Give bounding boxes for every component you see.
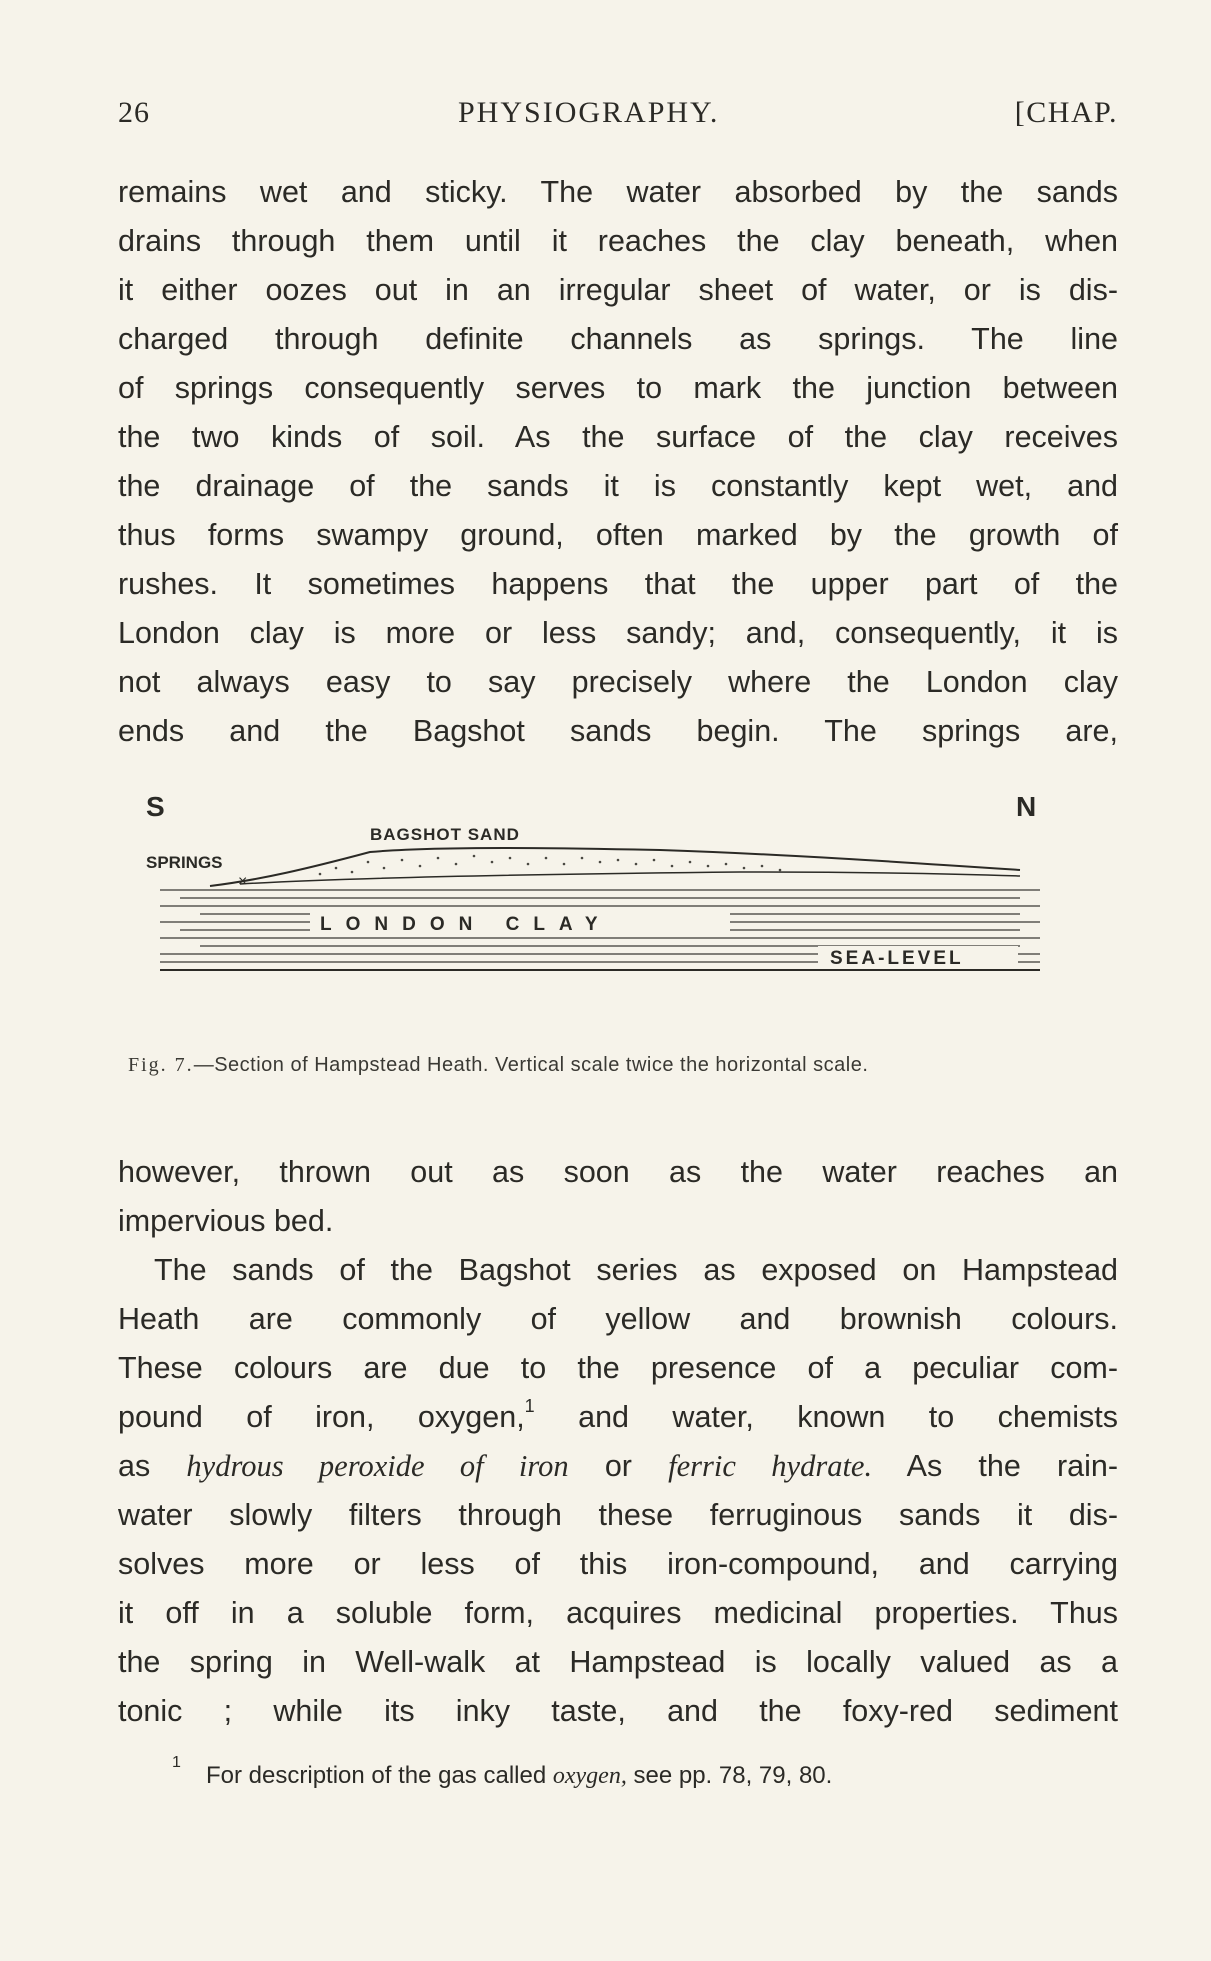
text-run: as bbox=[118, 1449, 187, 1483]
text-line: These colours are due to the presence of a peculiar com- bbox=[118, 1351, 1118, 1385]
geological-section-figure bbox=[140, 788, 1100, 1008]
footnote-reference: 1 bbox=[524, 1395, 535, 1416]
caption-text: —Section of Hampstead Heath. Vertical scale twice the horizontal scale. bbox=[193, 1054, 869, 1076]
text-run: or bbox=[568, 1449, 669, 1483]
text-run: As the rain- bbox=[872, 1449, 1119, 1483]
text-line: the two kinds of soil. As the surface of the clay receives bbox=[118, 420, 1118, 454]
italic-term: oxygen, bbox=[552, 1763, 627, 1789]
london-clay-label: LONDON CLAY bbox=[320, 914, 612, 935]
figure-number: Fig. 7. bbox=[128, 1054, 194, 1076]
text-line: the spring in Well-walk at Hampstead is locally valued as a bbox=[118, 1645, 1118, 1679]
spring-marker-icon: × bbox=[238, 873, 248, 890]
text-line: remains wet and sticky. The water absorbed by the sands bbox=[118, 175, 1118, 209]
text-line: water slowly filters through these ferruginous sands it dis- bbox=[118, 1498, 1118, 1532]
footnote-text bbox=[176, 1762, 832, 1789]
text-line: tonic ; while its inky taste, and the foxy-red sediment bbox=[118, 1694, 1118, 1728]
page-number: 26 bbox=[118, 96, 150, 129]
text-line: thus forms swampy ground, often marked by the growth of bbox=[118, 518, 1118, 552]
chapter-marker: [CHAP. bbox=[1014, 96, 1118, 129]
text-line: The sands of the Bagshot series as exposed on Hampstead bbox=[154, 1253, 1118, 1287]
north-label: N bbox=[1016, 791, 1037, 822]
running-header bbox=[118, 96, 1118, 136]
text-line bbox=[118, 1442, 1118, 1491]
springs-label: SPRINGS bbox=[146, 853, 223, 872]
text-line: it off in a soluble form, acquires medicinal properties. Thus bbox=[118, 1596, 1118, 1630]
text-line: drains through them until it reaches the clay beneath, when bbox=[118, 224, 1118, 258]
text-line: charged through definite channels as springs. The line bbox=[118, 322, 1118, 356]
paragraph-top bbox=[118, 168, 1118, 756]
text-line: London clay is more or less sandy; and, consequently, it is bbox=[118, 616, 1118, 650]
running-title: PHYSIOGRAPHY. bbox=[458, 96, 720, 129]
text-line: the drainage of the sands it is constantly kept wet, and bbox=[118, 469, 1118, 503]
text-line: rushes. It sometimes happens that the upper part of the bbox=[118, 567, 1118, 601]
south-label: S bbox=[146, 791, 165, 822]
text-line: impervious bed. bbox=[118, 1204, 334, 1238]
section-diagram bbox=[140, 788, 1100, 1008]
italic-term: ferric hydrate. bbox=[668, 1449, 873, 1483]
paragraph-bottom bbox=[118, 1148, 1118, 1736]
sand-clay-junction bbox=[240, 872, 1020, 884]
italic-term: hydrous peroxide of iron bbox=[186, 1449, 569, 1483]
text-run: pound of iron, oxygen, bbox=[118, 1400, 525, 1434]
sea-level-label: SEA-LEVEL bbox=[830, 948, 964, 969]
text-line: not always easy to say precisely where the London clay bbox=[118, 665, 1118, 699]
figure-caption bbox=[128, 1054, 1108, 1077]
text-run: see pp. 78, 79, 80. bbox=[626, 1762, 833, 1789]
text-run: For description of the gas called bbox=[206, 1762, 553, 1789]
text-line: solves more or less of this iron-compound, and carrying bbox=[118, 1547, 1118, 1581]
text-line: it either oozes out in an irregular sheet of water, or is dis- bbox=[118, 273, 1118, 307]
text-line: ends and the Bagshot sands begin. The springs are, bbox=[118, 714, 1118, 748]
text-run: and water, known to chemists bbox=[534, 1400, 1118, 1434]
text-line: Heath are commonly of yellow and brownish colours. bbox=[118, 1302, 1118, 1336]
text-line: of springs consequently serves to mark the junction between bbox=[118, 371, 1118, 405]
text-line bbox=[118, 1393, 1118, 1442]
footnote-mark: 1 bbox=[172, 1754, 181, 1771]
bagshot-sand-label: BAGSHOT SAND bbox=[370, 825, 520, 844]
footnote bbox=[172, 1754, 1076, 1790]
text-line: however, thrown out as soon as the water reaches an bbox=[118, 1155, 1118, 1189]
